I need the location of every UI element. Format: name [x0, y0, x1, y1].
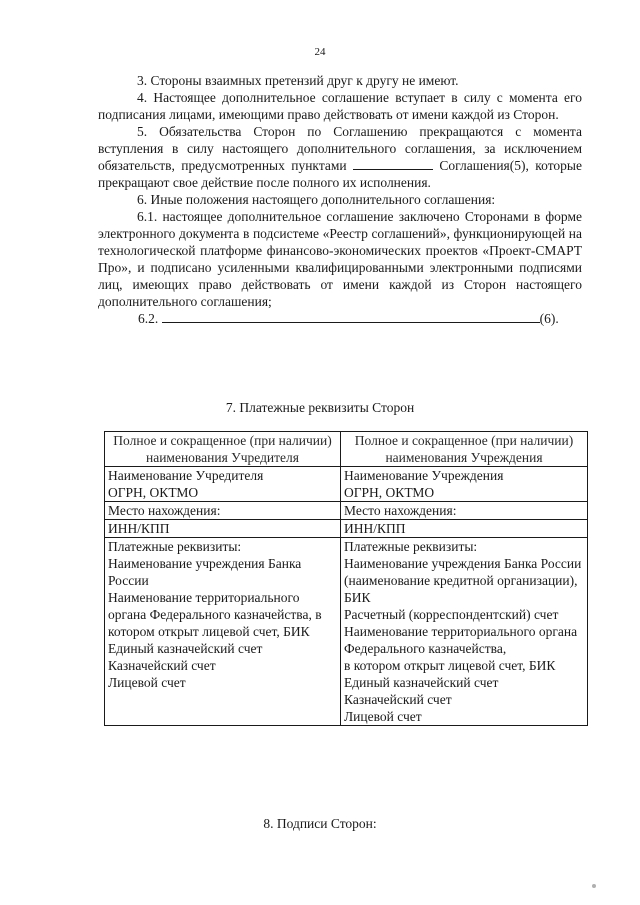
cell-line: Наименование учреждения Банка России — [108, 556, 302, 588]
paragraph-6: 6. Иные положения настоящего дополнительного соглашения: — [137, 192, 496, 207]
cell-line: Лицевой счет — [108, 675, 186, 690]
institution-location-cell: Место нахождения: — [341, 502, 588, 520]
cell-line: Наименование учреждения Банка России — [344, 556, 582, 571]
scan-dot — [592, 884, 596, 888]
cell-line: Наименование территориального органа — [344, 624, 578, 639]
cell-line: Платежные реквизиты: — [108, 539, 242, 554]
cell-line: Единый казначейский счет — [108, 641, 263, 656]
paragraph-6-2-label: 6.2. — [138, 311, 162, 326]
cell-line: Платежные реквизиты: — [344, 539, 478, 554]
cell-line: Казначейский счет — [344, 692, 452, 707]
paragraph-6-2 — [98, 310, 582, 327]
cell-line: БИК — [344, 590, 371, 605]
paragraph-3: 3. Стороны взаимных претензий друг к другу не имеют. — [137, 73, 459, 88]
blank-line — [162, 310, 540, 323]
cell-line: (наименование кредитной организации), — [344, 573, 578, 588]
cell-line: Единый казначейский счет — [344, 675, 499, 690]
cell-line: Наименование Учредителя — [108, 468, 264, 483]
table-row — [105, 467, 588, 502]
institution-bank-details-cell — [341, 538, 588, 726]
paragraph-5-start: 5. Обязательства Сторон по Соглашению прекращаются с момента вступления в силу настоящего дополнительного соглашения, за исключением обязательств, предусмотренных пунктами — [98, 124, 582, 173]
cell-line: Лицевой счет — [344, 709, 422, 724]
paragraph-6-1: 6.1. настоящее дополнительное соглашение заключено Сторонами в форме электронного документа в подсистеме «Реестр соглашений», функционирующей на технологической платформе финансово-экономических проектов «Проект-СМАРТ Про», и подписано усиленными квалифицированными электронными подписями лиц, имеющих право действовать от имени каждой из Сторон настоящего дополнительного соглашения; — [98, 209, 582, 309]
paragraph-5 — [98, 123, 582, 191]
table-row — [105, 520, 588, 538]
paragraph-6-2-suffix: (6). — [539, 311, 559, 326]
payment-details-table — [104, 431, 588, 726]
body-text — [98, 72, 582, 327]
cell-line: Расчетный (корреспондентский) счет — [344, 607, 559, 622]
institution-inn-cell: ИНН/КПП — [341, 520, 588, 538]
founder-name-cell — [105, 467, 341, 502]
table-row — [105, 538, 588, 726]
cell-line: в котором открыт лицевой счет, БИК — [344, 658, 556, 673]
cell-line: ОГРН, ОКТМО — [344, 485, 435, 500]
page-number: 24 — [314, 46, 326, 58]
founder-location-cell: Место нахождения: — [105, 502, 341, 520]
cell-line: Федерального казначейства, — [344, 641, 507, 656]
table-row — [105, 502, 588, 520]
founder-inn-cell: ИНН/КПП — [105, 520, 341, 538]
cell-line: Казначейский счет — [108, 658, 216, 673]
cell-line: Наименование Учреждения — [344, 468, 504, 483]
paragraph-5-end: Соглашения(5), которые прекращают свое действие после полного их исполнения. — [98, 158, 582, 190]
paragraph-4: 4. Настоящее дополнительное соглашение вступает в силу с момента его подписания лицами, имеющими право действовать от имени каждой из Сторон. — [98, 90, 582, 122]
header-institution: Полное и сокращенное (при наличии) наименования Учреждения — [341, 432, 588, 467]
table-header-row — [105, 432, 588, 467]
blank-line — [353, 157, 433, 170]
section-8-title: 8. Подписи Сторон: — [263, 816, 377, 831]
cell-line: ОГРН, ОКТМО — [108, 485, 199, 500]
header-founder: Полное и сокращенное (при наличии) наименования Учредителя — [105, 432, 341, 467]
institution-name-cell — [341, 467, 588, 502]
founder-bank-details-cell — [105, 538, 341, 726]
section-7-title: 7. Платежные реквизиты Сторон — [225, 400, 415, 415]
cell-line: Наименование территориального органа Федерального казначейства, в котором открыт лицевой счет, БИК — [108, 590, 322, 639]
